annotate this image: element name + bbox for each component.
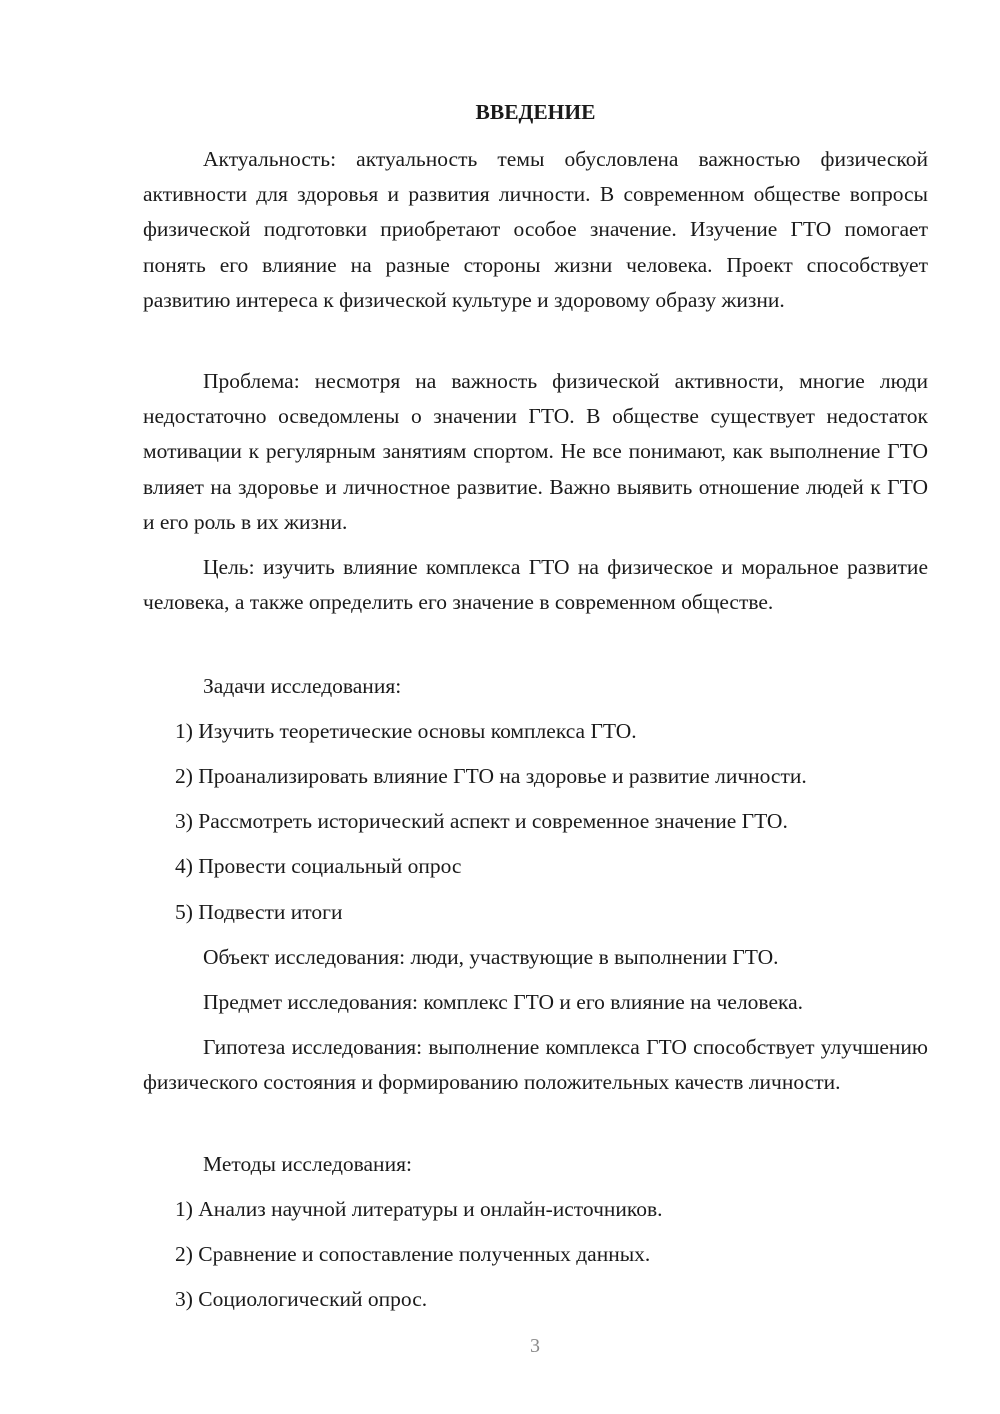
- method-item-2: 2) Сравнение и сопоставление полученных данных.: [175, 1242, 651, 1266]
- page-number: 3: [530, 1335, 540, 1357]
- research-object: Объект исследования: люди, участвующие в выполнении ГТО.: [203, 945, 779, 969]
- method-item-1: 1) Анализ научной литературы и онлайн-источников.: [175, 1197, 663, 1221]
- paragraph-hypothesis: Гипотеза исследования: выполнение комплекса ГТО способствует улучшению физического состояния и формированию положительных качеств личности.: [143, 1035, 928, 1095]
- paragraph-relevance: Актуальность: актуальность темы обусловлена важностью физической активности для здоровья и развития личности. В современном обществе вопросы физической подготовки приобретают особое значение. Изучение ГТО помогает понять его влияние на разные стороны жизни человека. Проект способствует развитию интереса к физической культуре и здоровому образу жизни.: [143, 147, 928, 312]
- task-item-2: 2) Проанализировать влияние ГТО на здоровье и развитие личности.: [175, 764, 807, 788]
- task-item-3: 3) Рассмотреть исторический аспект и современное значение ГТО.: [175, 809, 788, 833]
- task-item-1: 1) Изучить теоретические основы комплекса ГТО.: [175, 719, 637, 743]
- section-heading: ВВЕДЕНИЕ: [475, 100, 596, 124]
- method-item-3: 3) Социологический опрос.: [175, 1287, 428, 1311]
- paragraph-problem: Проблема: несмотря на важность физической активности, многие люди недостаточно осведомлены о значении ГТО. В обществе существует недостаток мотивации к регулярным занятиям спортом. Не все понимают, как выполнение ГТО влияет на здоровье и личностное развитие. Важно выявить отношение людей к ГТО и его роль в их жизни.: [143, 369, 928, 534]
- research-subject: Предмет исследования: комплекс ГТО и его влияние на человека.: [203, 990, 804, 1014]
- task-item-4: 4) Провести социальный опрос: [175, 854, 462, 878]
- methods-heading: Методы исследования:: [203, 1152, 412, 1176]
- paragraph-goal: Цель: изучить влияние комплекса ГТО на физическое и моральное развитие человека, а также определить его значение в современном обществе.: [143, 555, 928, 615]
- task-item-5: 5) Подвести итоги: [175, 900, 343, 924]
- tasks-heading: Задачи исследования:: [203, 674, 402, 698]
